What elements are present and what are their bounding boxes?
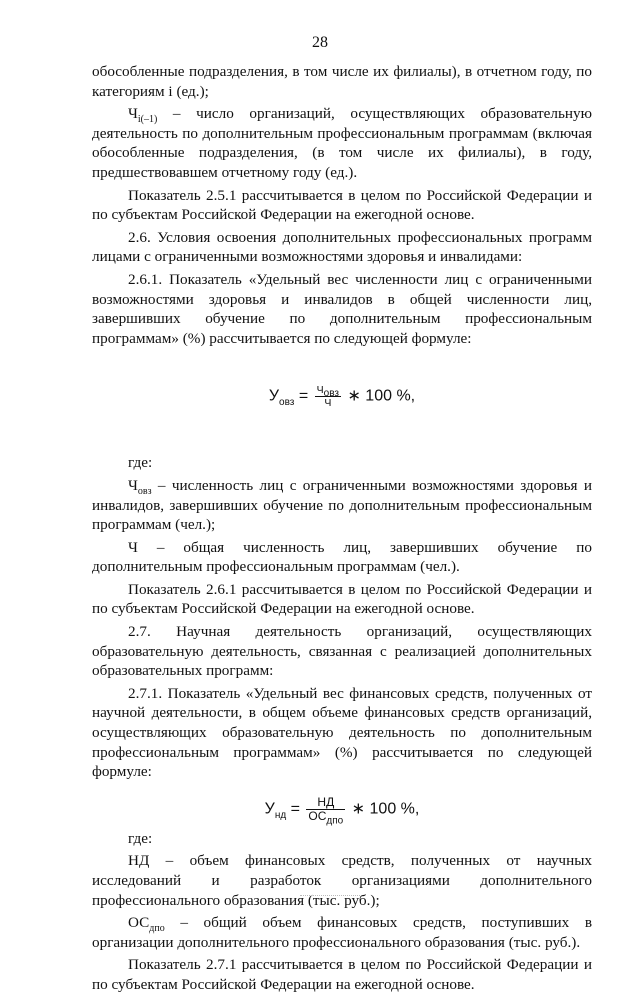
formula-tail: ∗ 100 %, — [343, 388, 416, 406]
where-label: где: — [128, 454, 153, 472]
paragraph-prev-year-count — [92, 104, 592, 182]
variable-subscript: дпо — [149, 923, 165, 935]
formula-lhs-subscript: овз — [279, 397, 295, 409]
formula-fraction — [306, 794, 345, 827]
paragraph-text: – число организаций, осуществляющих образовательную деятельность по дополнительным профессиональным программам (включая обособленные подразделения, (в том числе их филиалы), в году, предшествовавшем отчетному году (ед.). — [92, 105, 592, 181]
section-2-7-heading: 2.7. Научная деятельность организаций, осуществляющих образовательную деятельность, связанная с реализацией дополнительных образовательных программ: — [92, 623, 592, 680]
variable-symbol: Ч — [128, 476, 138, 494]
formula-equals: = — [286, 800, 305, 818]
paragraph-indicator-2-6-1-scope: Показатель 2.6.1 рассчитывается в целом по Российской Федерации и по субъектам Российской Федерации на ежегодной основе. — [92, 580, 592, 618]
formula-lhs-subscript: нд — [274, 809, 287, 821]
fraction-denominator: $ОС_{дпо}$ — [308, 808, 344, 827]
section-2-6-heading: 2.6. Условия освоения дополнительных профессиональных программ лицами с ограниченными возможностями здоровья и инвалидами: — [92, 228, 592, 266]
formula-lhs: У — [264, 800, 275, 818]
fraction-numerator: $Ч_{овз}$ — [316, 384, 339, 400]
document-body — [92, 62, 592, 995]
paragraph-def-ch: Ч – общая численность лиц, завершивших обучение по дополнительным профессиональным программам (чел.). — [92, 538, 592, 576]
fraction-numerator: НД — [306, 796, 345, 810]
scan-artifact — [300, 895, 360, 902]
where-label: где: — [128, 829, 153, 847]
formula-share-research — [92, 794, 592, 827]
variable-symbol: Ч — [128, 105, 138, 123]
formula-fraction — [315, 384, 341, 409]
fraction-denominator: Ч — [324, 397, 332, 410]
variable-symbol: ОС — [128, 914, 150, 932]
formula-tail: ∗ 100 %, — [347, 800, 420, 818]
page-number: 28 — [312, 34, 328, 51]
formula-lhs: У — [268, 388, 280, 406]
variable-subscript: овз — [137, 485, 152, 497]
variable-subscript: i(–1) — [137, 114, 158, 126]
formula-share-disabled — [92, 384, 592, 409]
paragraph-def-os-dpo — [92, 913, 592, 952]
formula-equals: = — [294, 388, 313, 406]
paragraph-continuation: обособленные подразделения, в том числе их филиалы), в отчетном году, по категориям i (ед.); — [92, 63, 592, 100]
paragraph-indicator-2-7-1-scope: Показатель 2.7.1 рассчитывается в целом по Российской Федерации и по субъектам Российской Федерации на ежегодной основе. — [92, 956, 592, 993]
paragraph-def-ch-ovz — [92, 476, 592, 535]
paragraph-indicator-2-6-1: 2.6.1. Показатель «Удельный вес численности лиц с ограниченными возможностями здоровья и инвалидов в общей численности лиц, завершивших обучение по дополнительным профессиональным программам» (%) рассчитывается по следующей формуле: — [92, 270, 592, 347]
paragraph-def-nd: НД – объем финансовых средств, полученных от научных исследований и разработок организациями дополнительного профессионального образования (тыс. руб.); — [92, 852, 592, 909]
paragraph-indicator-2-7-1: 2.7.1. Показатель «Удельный вес финансовых средств, полученных от научной деятельности, в общем объеме финансовых средств организаций, осуществляющих образовательную деятельность по дополнительным профессиональным программам» (%) рассчитывается по следующей формуле: — [92, 684, 592, 781]
paragraph-text: – численность лиц с ограниченными возможностями здоровья и инвалидов, завершивших обучение по дополнительным профессиональным программам (чел.); — [92, 476, 592, 534]
paragraph-indicator-2-5-1-scope: Показатель 2.5.1 рассчитывается в целом по Российской Федерации и по субъектам Российской Федерации на ежегодной основе. — [92, 186, 592, 224]
paragraph-text: – общий объем финансовых средств, поступивших в организации дополнительного профессионального образования (тыс. руб.). — [92, 914, 592, 951]
